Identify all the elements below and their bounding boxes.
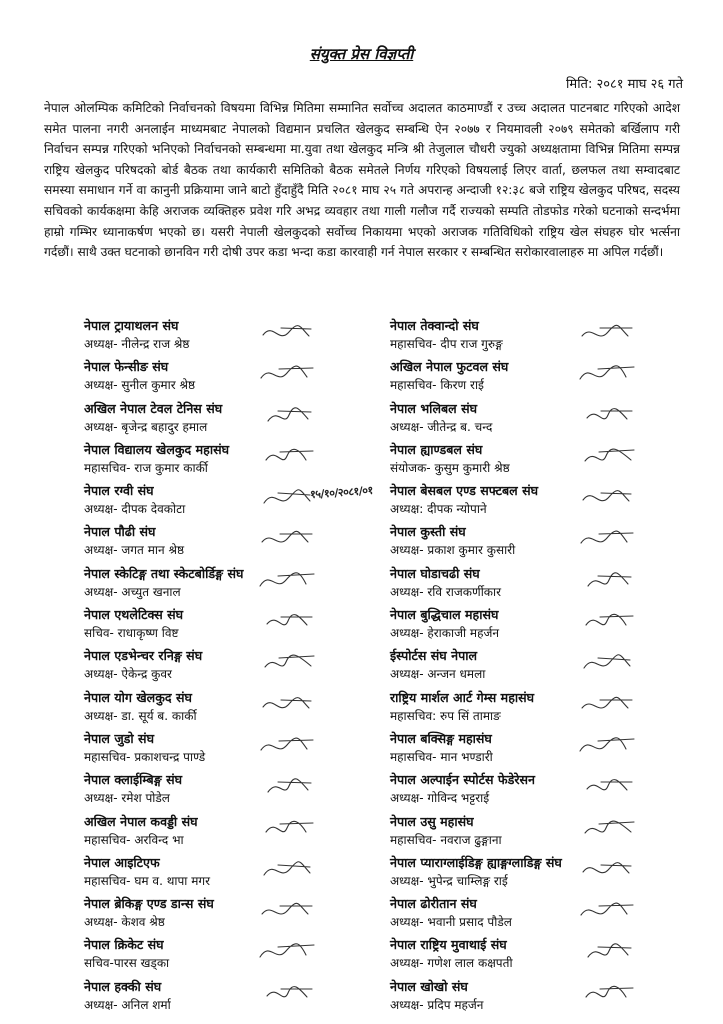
organization-name: नेपाल तेक्वान्दो संघ bbox=[390, 318, 479, 333]
organization-name: नेपाल बेसबल एण्ड सफ्टबल संघ bbox=[390, 483, 539, 499]
organization-name: नेपाल खोखो संघ bbox=[390, 978, 468, 994]
signatory-entry bbox=[84, 894, 384, 935]
signatory-entry bbox=[84, 729, 384, 770]
signatory-name: महासचिव- नवराज ढुङ्गाना bbox=[390, 832, 502, 847]
signature-image bbox=[576, 524, 644, 554]
signatory-name: महासचिव- दीप राज गुरुङ्ग bbox=[390, 337, 503, 351]
signature-image bbox=[576, 937, 644, 967]
organization-name: नेपाल फेन्सीङ संघ bbox=[84, 359, 169, 375]
signatory-entry bbox=[84, 440, 384, 481]
signatory-name: अध्यक्ष- प्रकाश कुमार कुसारी bbox=[390, 543, 516, 558]
organization-name: नेपाल विद्यालय खेलकुद महासंघ bbox=[84, 441, 230, 457]
organization-name: नेपाल अल्पाईन स्पोर्टस फेडेरेसन bbox=[390, 772, 535, 788]
signatory-entry bbox=[390, 894, 690, 935]
organization-name: नेपाल पौढी संघ bbox=[84, 524, 156, 540]
signatory-entry bbox=[390, 853, 690, 894]
signatory-entry bbox=[390, 688, 690, 729]
signature-image bbox=[576, 690, 644, 720]
signatory-entry bbox=[84, 770, 384, 811]
organization-name: नेपाल बक्सिङ्ग महासंघ bbox=[390, 730, 492, 746]
organization-name: नेपाल राष्ट्रिय मुवाथाई संघ bbox=[390, 937, 507, 953]
signatory-entry bbox=[390, 440, 690, 481]
signatory-entry bbox=[84, 399, 384, 440]
signature-image bbox=[256, 731, 324, 761]
signatory-name: महासचिव: रुप सिं तामाङ bbox=[390, 708, 501, 723]
organization-name: नेपाल ढोरीतान संघ bbox=[390, 896, 477, 912]
signature-image bbox=[256, 937, 324, 967]
document-body: नेपाल ओलम्पिक कमिटिको निर्वाचनको विषयमा विभिन्न मितिमा सम्मानित सर्वोच्च अदालत काठमाण्डौं र उच्च अदालत पाटनबाट गरिएको आदेश समेत पालना नगरी अनलाईन माध्यमबाट नेपालको विद्यमान प्रचलित खेलकुद सम्बन्धि ऐन २०७७ र नियमावली २०७९ समेतको बर्खिलाप गरी निर्वाचन सम्पन्न गरिएको भनिएको निर्वाचनको सम्बन्धमा मा.युवा तथा खेलकुद मन्त्रि श्री तेजुलाल चौधरी ज्युको अध्यक्षतामा विभिन्न मितिमा सम्पन्न राष्ट्रिय खेलकुद परिषदको बोर्ड बैठक तथा कार्यकारी समितिको बैठक समेतले निर्णय गरिएको विषयलाई लिएर वार्ता, छलफल तथा सम्वादबाट समस्या समाधान गर्ने वा कानुनी प्रक्रियामा जाने बाटो हुँदाहुँदै मिति २०८१ माघ २५ गते अपरान्ह अन्दाजी १२:३८ बजे राष्ट्रिय खेलकुद परिषद, सदस्य सचिवको कार्यकक्षमा केहि अराजक व्यक्तिहरु प्रवेश गरि अभद्र व्यवहार तथा गाली गलौज गर्दै राज्यको सम्पति तोडफोड गरेको घटनाको सन्दर्भमा हाम्रो गम्भिर ध्यानाकर्षण भएको छ। यसरी नेपाली खेलकुदको सर्वोच्च निकायमा भएको अराजक गतिविधिको राष्ट्रिय खेल संघहरु घोर भर्त्सना गर्दछौं। साथै उक्त घटनाको छानविन गरी दोषी उपर कडा भन्दा कडा कारवाही गर्न नेपाल सरकार र सम्बन्धित सरोकारवालाहरु मा अपिल गर्दछौं। bbox=[44, 101, 681, 260]
organization-name: नेपाल भलिबल संघ bbox=[390, 400, 478, 416]
organization-name: राष्ट्रिय मार्शल आर्ट गेम्स महासंघ bbox=[390, 689, 535, 705]
signatory-entry bbox=[390, 977, 690, 1018]
signatory-entry bbox=[390, 605, 690, 646]
signatory-entry bbox=[84, 935, 384, 976]
organization-name: नेपाल प्याराग्लाईडिङ्ग ह्याङ्गग्लाडिङ्ग संघ bbox=[390, 854, 562, 870]
signatory-name: अध्यक्ष- अनिल शर्मा bbox=[84, 997, 171, 1012]
signatory-name: संयोजक- कुसुम कुमारी श्रेष्ठ bbox=[390, 460, 510, 475]
signature-image bbox=[256, 855, 324, 885]
signatory-name: अध्यक्ष- डा. सूर्य ब. कार्की bbox=[84, 708, 197, 723]
right-signatories-column bbox=[390, 316, 690, 1018]
signature-image bbox=[576, 855, 644, 885]
signatory-entry bbox=[84, 812, 384, 853]
organization-name: नेपाल हक्की संघ bbox=[84, 978, 162, 994]
signatory-name: अध्यक्ष- नीलेन्द्र राज श्रेष्ठ bbox=[84, 337, 190, 351]
signature-image bbox=[576, 442, 644, 472]
organization-name: नेपाल क्रिकेट संघ bbox=[84, 937, 164, 953]
signatory-name: अध्यक्ष- जगत मान श्रेष्ठ bbox=[84, 543, 185, 558]
organization-name: नेपाल एडभेन्चर रनिङ्ग संघ bbox=[84, 648, 203, 664]
signature-image bbox=[256, 483, 324, 513]
organization-name: नेपाल आइटिएफ bbox=[84, 854, 160, 870]
signature-image bbox=[256, 648, 324, 678]
organization-name: नेपाल ह्याण्डबल संघ bbox=[390, 441, 483, 457]
signatory-name: सचिव- राधाकृष्ण विष्ट bbox=[84, 626, 179, 641]
signatory-entry bbox=[84, 357, 384, 398]
signatory-entry bbox=[390, 812, 690, 853]
signatory-entry bbox=[84, 564, 384, 605]
signatory-name: अध्यक्ष- प्रदिप महर्जन bbox=[390, 997, 484, 1012]
organization-name: अखिल नेपाल फुटवल संघ bbox=[390, 359, 509, 375]
signature-image bbox=[256, 566, 324, 596]
signature-image bbox=[256, 359, 324, 389]
signature-image bbox=[256, 772, 324, 802]
signatory-entry bbox=[84, 316, 384, 357]
signatory-entry bbox=[390, 646, 690, 687]
signatory-name: अध्यक्ष- अच्युत खनाल bbox=[84, 584, 181, 599]
signatory-name: अध्यक्ष: दीपक न्योपाने bbox=[390, 502, 487, 517]
signatory-entry bbox=[84, 646, 384, 687]
signatory-name: अध्यक्ष- बृजेन्द्र बहादुर हमाल bbox=[84, 419, 208, 434]
signature-image bbox=[256, 896, 324, 926]
signature-image bbox=[256, 979, 324, 1009]
signatory-entry bbox=[390, 564, 690, 605]
organization-name: अखिल नेपाल कवड्डी संघ bbox=[84, 813, 198, 829]
organization-name: नेपाल एथलेटिक्स संघ bbox=[84, 607, 184, 623]
signatory-entry bbox=[390, 399, 690, 440]
signatory-entry bbox=[84, 977, 384, 1018]
signatory-entry bbox=[84, 605, 384, 646]
signature-image bbox=[576, 896, 644, 926]
signatory-name: महासचिव- किरण राई bbox=[390, 378, 484, 393]
signatory-name: अध्यक्ष- केशव श्रेष्ठ bbox=[84, 915, 165, 930]
signatory-name: महासचिव- राज कुमार कार्की bbox=[84, 460, 208, 475]
organization-name: नेपाल क्लाईम्बिङ्ग संघ bbox=[84, 772, 183, 788]
signatory-entry bbox=[84, 688, 384, 729]
signatory-name: अध्यक्ष- गोविन्द भट्टराई bbox=[390, 791, 490, 806]
signatory-name: अध्यक्ष- अन्जन धमला bbox=[390, 667, 486, 682]
signatory-name: अध्यक्ष- हेराकाजी महर्जन bbox=[390, 626, 500, 641]
organization-name: अखिल नेपाल टेवल टेनिस संघ bbox=[84, 400, 223, 416]
document-title: संयुक्त प्रेस विज्ञप्ती bbox=[309, 45, 414, 63]
organization-name: नेपाल घोडाचढी संघ bbox=[390, 565, 480, 581]
signature-image bbox=[576, 979, 644, 1009]
signatory-name: अध्यक्ष- रवि राजकर्णीकार bbox=[390, 584, 502, 599]
signatory-entry bbox=[390, 481, 690, 522]
organization-name: नेपाल ब्रेकिङ्ग एण्ड डान्स संघ bbox=[84, 896, 214, 912]
signatory-name: अध्यक्ष- ऐकेन्द्र कुवर bbox=[84, 667, 172, 682]
left-signatories-column bbox=[84, 316, 384, 1018]
signature-image bbox=[256, 442, 324, 472]
signature-image bbox=[256, 607, 324, 637]
signature-image bbox=[576, 318, 644, 348]
organization-name: नेपाल बुद्धिचाल महासंघ bbox=[390, 607, 499, 623]
organization-name: नेपाल रग्वी संघ bbox=[84, 483, 154, 499]
organization-name: नेपाल उसु महासंघ bbox=[390, 813, 474, 829]
signatory-entry bbox=[390, 770, 690, 811]
signature-image bbox=[256, 524, 324, 554]
organization-name: नेपाल स्केटिङ्ग तथा स्केटबोर्डिङ्ग संघ bbox=[84, 565, 244, 581]
signatory-entry bbox=[390, 316, 690, 357]
signature-image bbox=[256, 814, 324, 844]
signatory-entry bbox=[390, 522, 690, 563]
signature-image bbox=[256, 318, 324, 348]
signatory-name: सचिव-पारस खड्का bbox=[84, 956, 170, 971]
signatory-name: अध्यक्ष- सुनील कुमार श्रेष्ठ bbox=[84, 378, 196, 393]
signatory-entry bbox=[390, 357, 690, 398]
signature-image bbox=[576, 359, 644, 389]
signature-image bbox=[576, 401, 644, 431]
signatory-name: महासचिव- प्रकाशचन्द्र पाण्डे bbox=[84, 749, 206, 764]
signatory-name: महासचिव- अरविन्द भा bbox=[84, 832, 184, 847]
document-date: मिति: २०८१ माघ २६ गते bbox=[566, 77, 683, 92]
signatory-entry bbox=[390, 729, 690, 770]
signatory-entry bbox=[84, 853, 384, 894]
signature-image bbox=[576, 648, 644, 678]
signatory-name: अध्यक्ष- रमेश पोडेल bbox=[84, 791, 170, 806]
organization-name: ईस्पोर्टस संघ नेपाल bbox=[390, 648, 478, 664]
signatory-name: अध्यक्ष- दीपक देवकोटा bbox=[84, 502, 186, 517]
organization-name: नेपाल योग खेलकुद संघ bbox=[84, 689, 192, 705]
signatory-entry bbox=[84, 522, 384, 563]
signature-image bbox=[256, 401, 324, 431]
signatory-name: महासचिव- घम व. थापा मगर bbox=[84, 873, 211, 888]
signatory-name: अध्यक्ष- भुपेन्द्र चाम्लिङ्ग राई bbox=[390, 873, 508, 888]
signature-image bbox=[576, 483, 644, 513]
signatory-entry bbox=[84, 481, 384, 522]
date-stamp: १५/१०/२०८१/०१ bbox=[309, 483, 374, 502]
signatory-name: अध्यक्ष- जीतेन्द्र ब. चन्द bbox=[390, 419, 493, 434]
signatory-name: अध्यक्ष- गणेश लाल कक्षपती bbox=[390, 956, 513, 971]
signature-image bbox=[576, 814, 644, 844]
signature-image bbox=[256, 690, 324, 720]
signature-image bbox=[576, 566, 644, 596]
organization-name: नेपाल ट्रायाथलन संघ bbox=[84, 318, 179, 333]
signature-image bbox=[576, 731, 644, 761]
signatory-name: महासचिव- मान भण्डारी bbox=[390, 749, 493, 764]
organization-name: नेपाल जुडो संघ bbox=[84, 730, 155, 746]
organization-name: नेपाल कुस्ती संघ bbox=[390, 524, 466, 540]
signature-image bbox=[576, 607, 644, 637]
signatory-entry bbox=[390, 935, 690, 976]
signature-image bbox=[576, 772, 644, 802]
signatory-name: अध्यक्ष- भवानी प्रसाद पौडेल bbox=[390, 915, 512, 930]
